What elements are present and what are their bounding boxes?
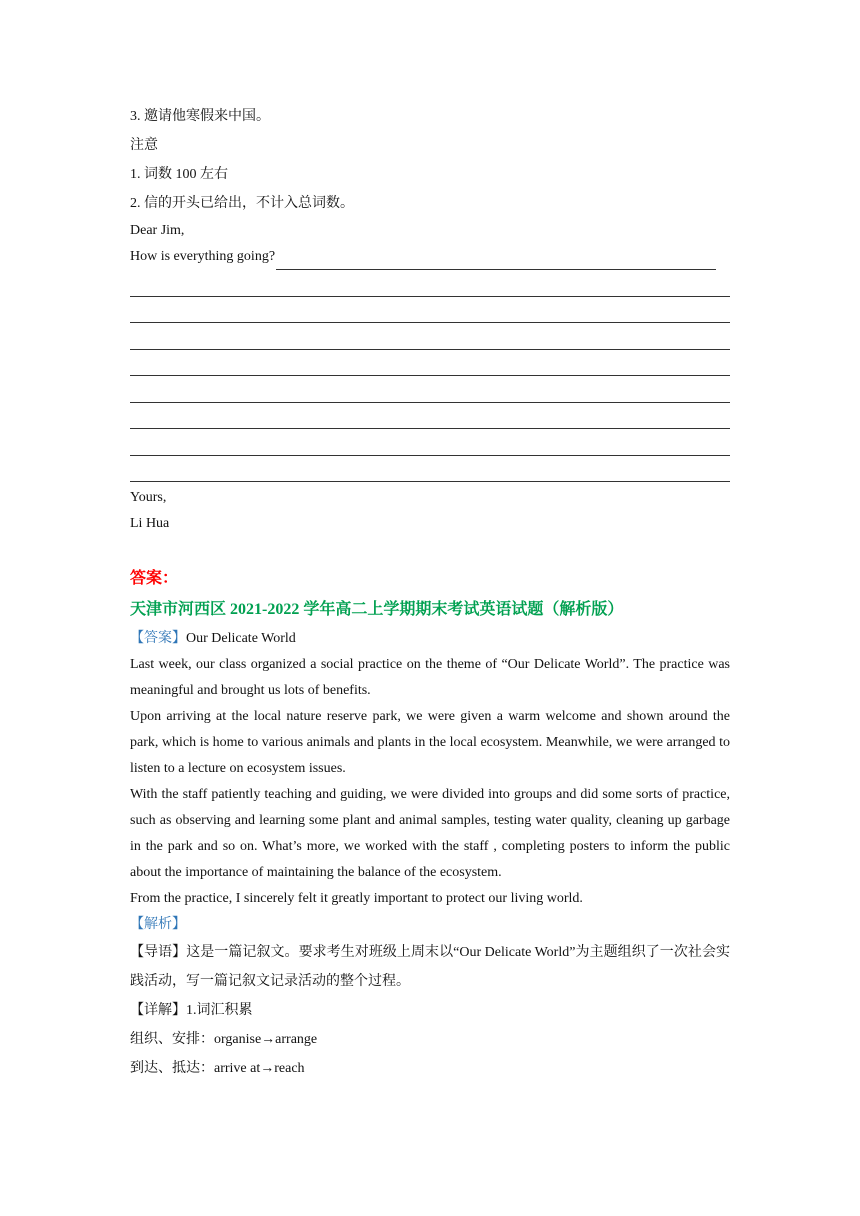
essay-title: Our Delicate World <box>186 631 296 646</box>
exam-title: 天津市河西区 2021-2022 学年高二上学期期末考试英语试题（解析版） <box>130 601 624 618</box>
page-content <box>130 102 730 1083</box>
notes-heading: 注意 <box>130 138 158 153</box>
detail-heading: 【详解】1.词汇积累 <box>130 1003 253 1018</box>
note-1: 1. 词数 100 左右 <box>130 167 228 182</box>
analysis-label: 【解析】 <box>130 917 186 932</box>
answer-blank-line <box>130 350 730 377</box>
answer-blank-line <box>130 376 730 403</box>
essay-paragraph: From the practice, I sincerely felt it greatly important to protect our living world. <box>130 891 583 906</box>
letter-signature: Li Hua <box>130 516 170 531</box>
essay-paragraph: Upon arriving at the local nature reserve park, we were given a warm welcome and shown around the park, which is home to various animals and plants in the local ecosystem. Meanwhile, we were arranged to listen to a lecture on ecosystem issues. <box>130 709 730 776</box>
essay-paragraph: Last week, our class organized a social practice on the theme of “Our Delicate World”. The practice was meaningful and brought us lots of benefits. <box>130 657 730 698</box>
answer-blank-line <box>130 429 730 456</box>
vocab-item: 组织、安排：organise→arrange <box>130 1032 318 1047</box>
letter-opening: How is everything going? <box>130 249 276 264</box>
answer-blank-line <box>276 251 716 270</box>
answer-blank-line <box>130 270 730 297</box>
letter-salutation: Dear Jim, <box>130 223 185 238</box>
answer-heading: 答案： <box>130 570 179 587</box>
answer-blank-line <box>130 456 730 483</box>
essay-title-line <box>130 626 730 652</box>
note-2: 2. 信的开头已给出，不计入总词数。 <box>130 196 354 211</box>
vocab-item: 到达、抵达：arrive at→reach <box>130 1061 305 1076</box>
essay-paragraph: With the staff patiently teaching and guiding, we were divided into groups and did some sorts of practice, such as observing and learning some plant and animal samples, testing water quality, cleaning up garbage in the park and so on. What’s more, we worked with the staff , completing posters to inform the public about the importance of maintaining the balance of the ecosystem. <box>130 787 730 880</box>
answer-blank-line <box>130 323 730 350</box>
letter-opening-line <box>130 244 730 270</box>
requirement-3: 3. 邀请他寒假来中国。 <box>130 109 270 124</box>
guide-text: 【导语】这是一篇记叙文。要求考生对班级上周末以“Our Delicate World”为主题组织了一次社会实践活动，写一篇记叙文记录活动的整个过程。 <box>130 945 730 989</box>
answer-blank-line <box>130 297 730 324</box>
letter-closing: Yours, <box>130 490 167 505</box>
answer-blank-line <box>130 403 730 430</box>
answer-label: 【答案】 <box>130 631 186 646</box>
